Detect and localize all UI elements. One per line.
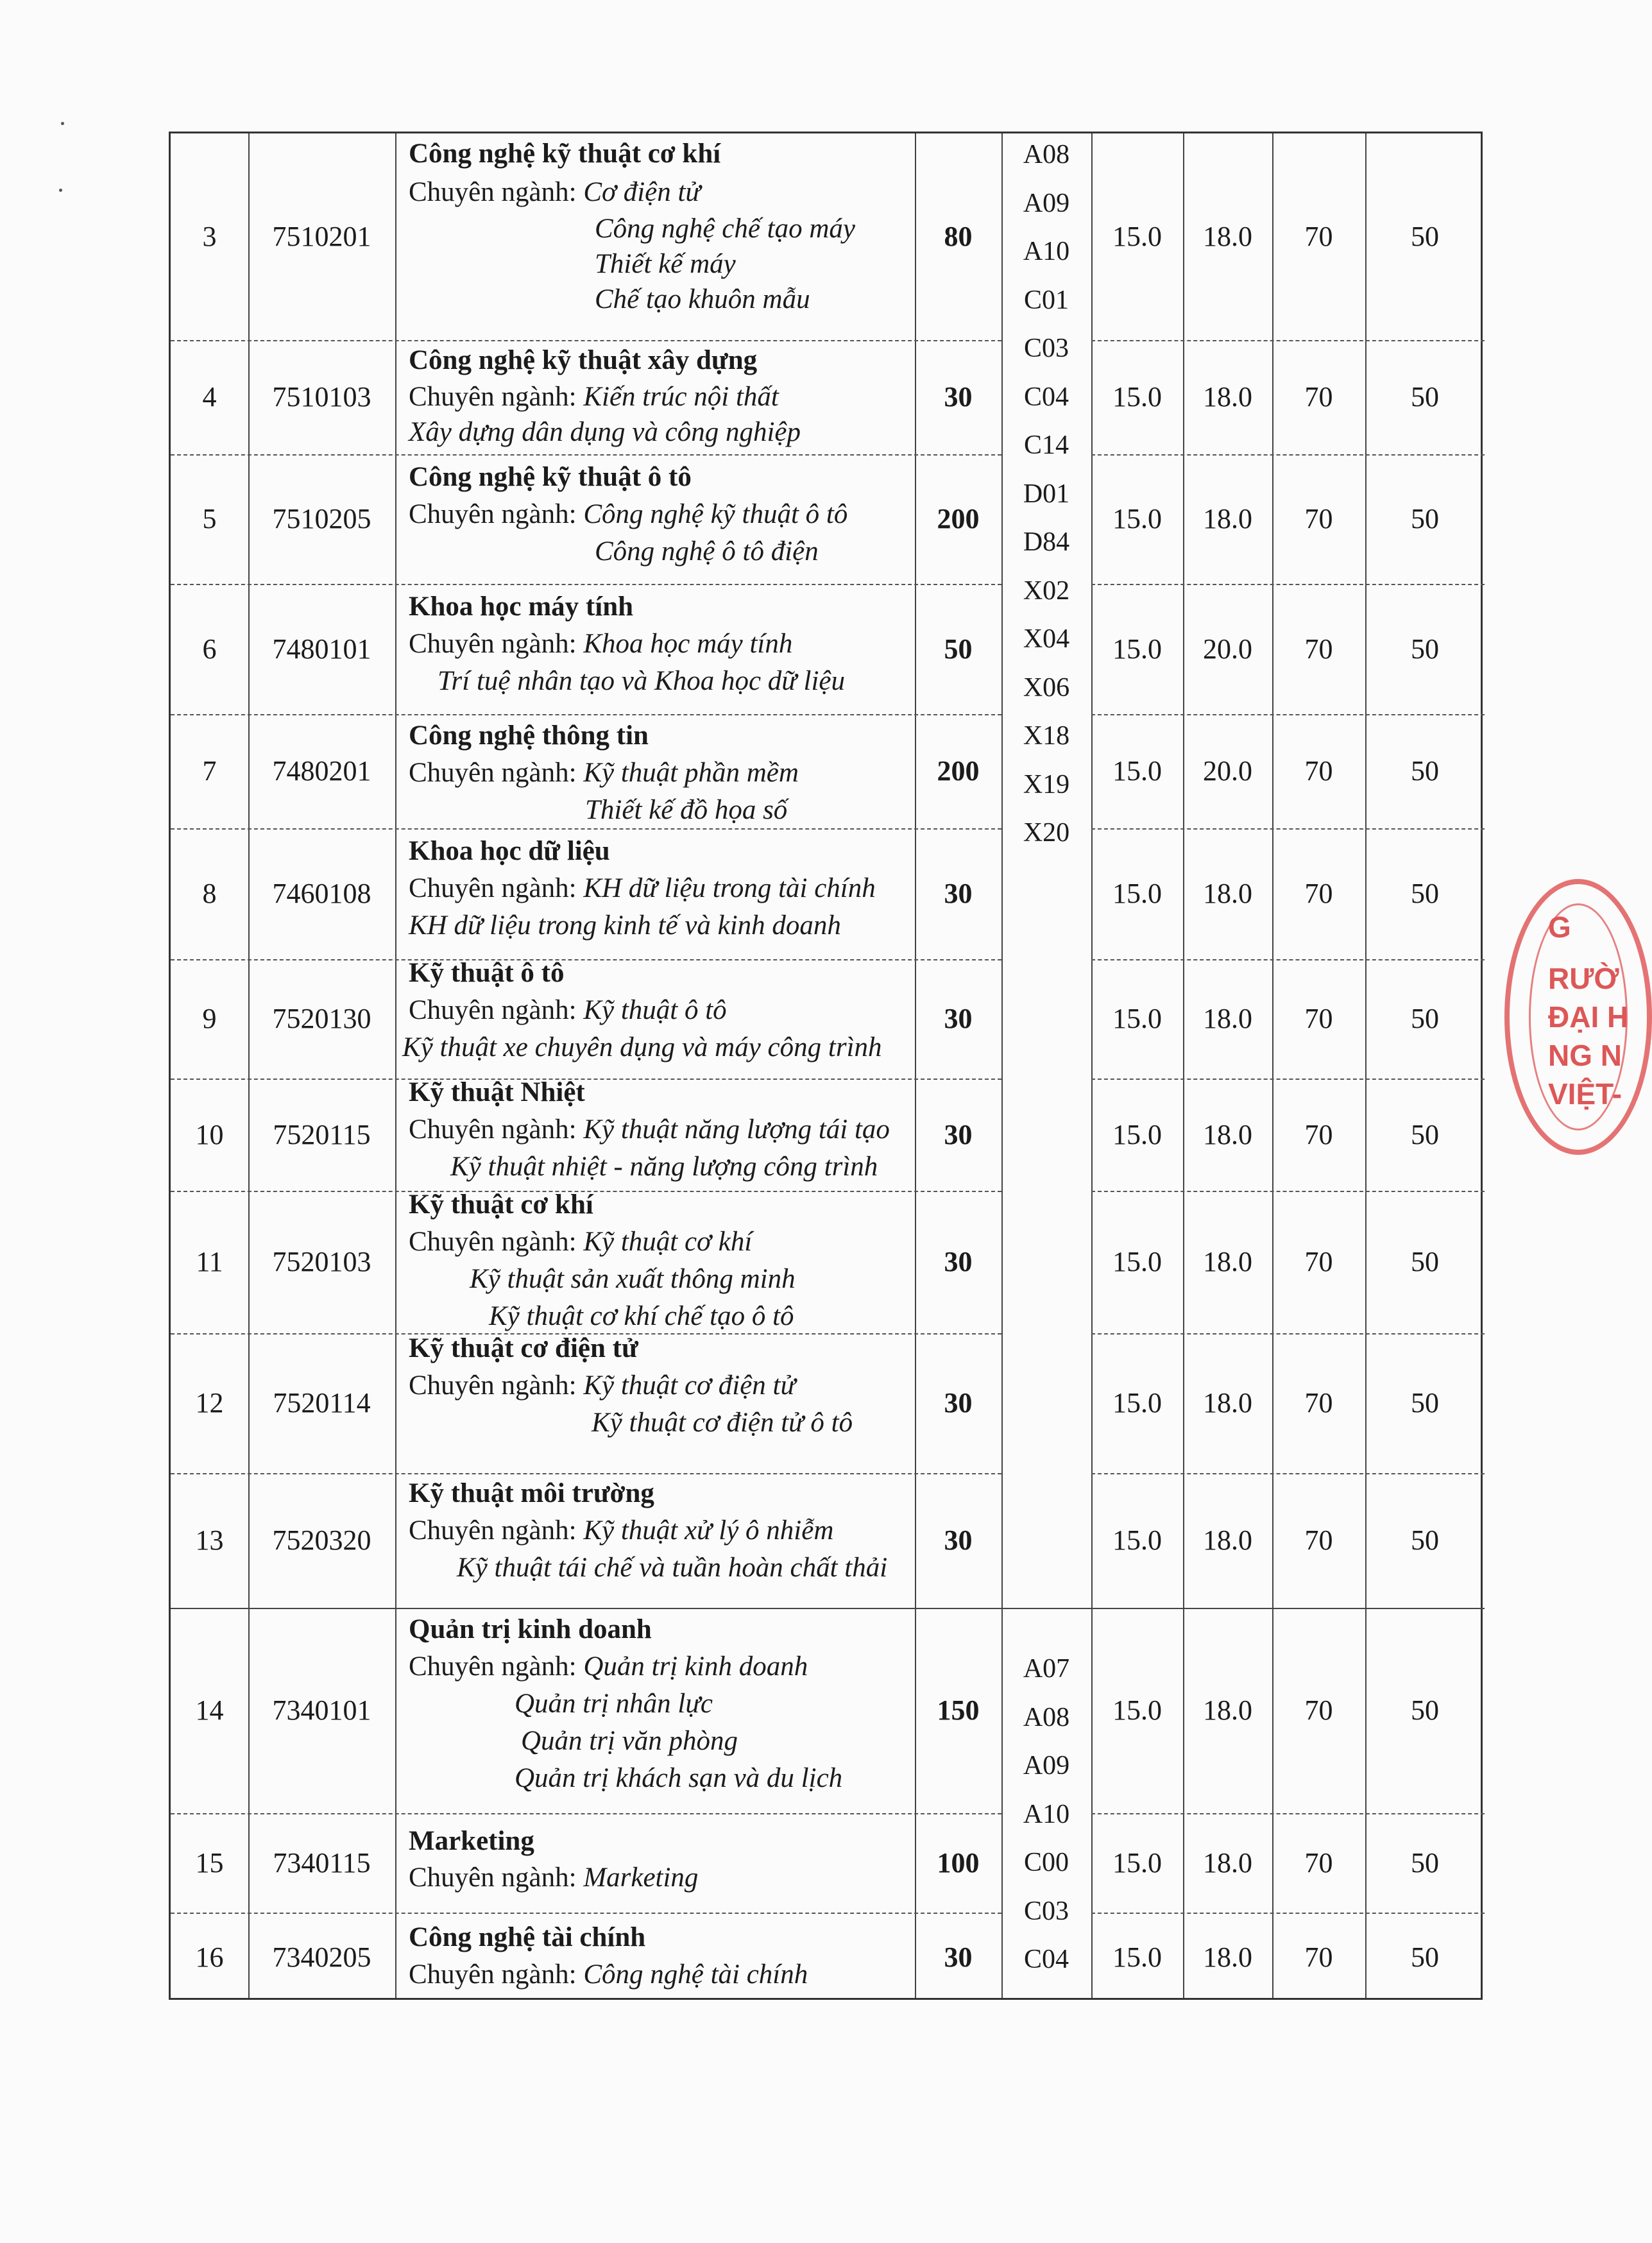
cell-min-c: 70 <box>1304 1941 1333 1973</box>
cell-quota: 30 <box>944 1387 973 1419</box>
specialization-name: Kỹ thuật năng lượng tái tạo <box>583 1114 890 1145</box>
cell-min-c: 70 <box>1304 1387 1333 1419</box>
cell-min-d: 50 <box>1411 1694 1439 1726</box>
specialization-line <box>409 630 792 658</box>
program-title: Kỹ thuật cơ điện tử <box>409 1333 638 1363</box>
program-title: Công nghệ thông tin <box>409 721 649 751</box>
specialization-name: Kiến trúc nội thất <box>583 382 779 412</box>
cell-min-c: 70 <box>1304 1246 1333 1277</box>
cell-code: 7520114 <box>273 1387 371 1419</box>
cell-min-b: 18.0 <box>1203 503 1252 534</box>
cell-code: 7510205 <box>272 503 371 534</box>
subject-combination-code: X19 <box>1023 769 1070 799</box>
cell-min-a: 15.0 <box>1112 1387 1162 1419</box>
cell-min-b: 18.0 <box>1203 878 1252 909</box>
specialization-line <box>409 1653 808 1680</box>
specialization-name: Kỹ thuật tái chế và tuần hoàn chất thải <box>457 1553 888 1583</box>
cell-stt: 15 <box>195 1846 224 1879</box>
specialization-name: Xây dựng dân dụng và công nghiệp <box>409 417 801 447</box>
specialization-line <box>409 1116 890 1143</box>
cell-min-d: 50 <box>1411 1118 1439 1150</box>
admission-table <box>169 132 1483 2000</box>
specialization-name: Công nghệ tài chính <box>583 1959 808 1990</box>
cell-program-name <box>396 1473 912 1608</box>
program-title: Kỹ thuật Nhiệt <box>409 1077 585 1107</box>
subject-combination-code: X20 <box>1023 818 1070 848</box>
cell-program-name <box>396 1608 912 1813</box>
cell-program-name <box>396 1333 912 1473</box>
subject-combination-code: A08 <box>1023 140 1070 169</box>
cell-code: 7340101 <box>272 1694 371 1726</box>
cell-quota: 200 <box>937 503 980 534</box>
cell-stt: 4 <box>202 381 217 413</box>
subject-combination-code: D84 <box>1023 527 1070 557</box>
red-seal-stamp <box>1504 879 1652 1155</box>
specialization-name: Marketing <box>583 1863 699 1893</box>
specialization-label: Chuyên ngành: <box>409 629 584 659</box>
cell-quota: 30 <box>944 1118 973 1150</box>
program-title: Kỹ thuật cơ khí <box>409 1190 593 1220</box>
specialization-label: Chuyên ngành: <box>409 499 584 529</box>
specialization-line <box>409 874 876 902</box>
specialization-label: Chuyên ngành: <box>409 177 584 207</box>
subject-combination-code: C01 <box>1023 285 1069 315</box>
cell-quota: 30 <box>944 878 973 909</box>
cell-min-c: 70 <box>1304 633 1333 665</box>
program-title: Công nghệ kỹ thuật ô tô <box>409 462 692 492</box>
specialization-name: Kỹ thuật cơ khí <box>583 1227 753 1257</box>
cell-program-name <box>396 1079 912 1191</box>
specialization-line <box>409 178 701 206</box>
cell-program-name <box>396 959 912 1079</box>
cell-stt: 8 <box>202 878 217 909</box>
subject-combination-code: A09 <box>1023 188 1070 218</box>
cell-stt: 16 <box>195 1941 224 1973</box>
cell-min-b: 18.0 <box>1203 221 1252 252</box>
specialization-name: Kỹ thuật sản xuất thông minh <box>470 1264 796 1294</box>
cell-min-d: 50 <box>1411 1846 1439 1879</box>
cell-min-c: 70 <box>1304 1003 1333 1034</box>
cell-stt: 10 <box>195 1118 224 1150</box>
subject-combination-code: X02 <box>1023 576 1070 606</box>
cell-code: 7340115 <box>273 1846 371 1879</box>
subject-combination-code: X18 <box>1023 721 1070 751</box>
specialization-label: Chuyên ngành: <box>409 1370 584 1401</box>
cell-min-c: 70 <box>1304 221 1333 252</box>
specialization-name: KH dữ liệu trong tài chính <box>583 873 876 903</box>
cell-quota: 30 <box>944 1941 973 1973</box>
specialization-name: Kỹ thuật phần mềm <box>583 758 799 788</box>
specialization-line <box>409 996 727 1024</box>
specialization-line <box>409 1864 698 1891</box>
cell-min-b: 18.0 <box>1203 1694 1252 1726</box>
cell-quota: 30 <box>944 381 973 413</box>
cell-min-d: 50 <box>1411 1246 1439 1277</box>
cell-code: 7480101 <box>272 633 371 665</box>
specialization-label: Chuyên ngành: <box>409 1227 584 1257</box>
program-title: Công nghệ kỹ thuật xây dựng <box>409 345 758 375</box>
cell-min-b: 18.0 <box>1203 1846 1252 1879</box>
cell-min-b: 20.0 <box>1203 633 1252 665</box>
cell-min-b: 18.0 <box>1203 381 1252 413</box>
specialization-name: Kỹ thuật cơ điện tử <box>583 1370 796 1401</box>
program-title: Marketing <box>409 1826 534 1856</box>
cell-min-a: 15.0 <box>1112 1003 1162 1034</box>
specialization-name: Kỹ thuật xử lý ô nhiễm <box>583 1515 834 1546</box>
cell-min-c: 70 <box>1304 1118 1333 1150</box>
specialization-name: Quản trị khách sạn và du lịch <box>515 1763 843 1793</box>
cell-stt: 9 <box>202 1003 217 1034</box>
specialization-line <box>409 1961 808 1988</box>
cell-min-b: 18.0 <box>1203 1941 1252 1973</box>
subject-combination-code: D01 <box>1023 479 1070 509</box>
cell-quota: 30 <box>944 1246 973 1277</box>
subject-combination-code: C04 <box>1023 382 1069 412</box>
cell-min-d: 50 <box>1411 221 1439 252</box>
scan-speck <box>61 122 64 125</box>
specialization-name: Kỹ thuật xe chuyên dụng và máy công trình <box>402 1032 882 1062</box>
cell-program-name <box>396 584 912 714</box>
subject-combination-code: A08 <box>1023 1702 1070 1732</box>
cell-min-d: 50 <box>1411 503 1439 534</box>
specialization-label: Chuyên ngành: <box>409 1515 584 1546</box>
program-title: Kỹ thuật môi trường <box>409 1478 654 1508</box>
specialization-line <box>409 759 799 787</box>
cell-min-b: 20.0 <box>1203 755 1252 787</box>
cell-min-c: 70 <box>1304 1846 1333 1879</box>
cell-code: 7510201 <box>272 221 371 252</box>
cell-code: 7340205 <box>272 1941 371 1973</box>
cell-program-name <box>396 1191 912 1333</box>
cell-stt: 12 <box>195 1387 224 1419</box>
subject-combination-code: C04 <box>1023 1945 1069 1974</box>
cell-min-a: 15.0 <box>1112 1694 1162 1726</box>
cell-program-name <box>396 714 912 828</box>
cell-min-c: 70 <box>1304 755 1333 787</box>
subject-combination-code: C03 <box>1023 334 1069 363</box>
specialization-name: Kỹ thuật ô tô <box>583 995 727 1025</box>
cell-stt: 6 <box>202 633 217 665</box>
cell-min-b: 18.0 <box>1203 1387 1252 1419</box>
specialization-name: Chế tạo khuôn mẫu <box>595 284 810 314</box>
subject-combination-code: A09 <box>1023 1751 1070 1780</box>
specialization-name: Kỹ thuật cơ điện tử ô tô <box>592 1408 853 1438</box>
cell-program-name <box>396 1813 912 1913</box>
cell-quota: 100 <box>937 1846 980 1879</box>
specialization-label: Chuyên ngành: <box>409 995 584 1025</box>
cell-min-a: 15.0 <box>1112 1941 1162 1973</box>
program-title: Kỹ thuật ô tô <box>409 958 565 988</box>
cell-min-c: 70 <box>1304 503 1333 534</box>
cell-quota: 200 <box>937 755 980 787</box>
cell-min-a: 15.0 <box>1112 1524 1162 1556</box>
program-title: Khoa học máy tính <box>409 592 634 622</box>
stamp-text: VIỆT- <box>1548 1077 1622 1111</box>
program-title: Quản trị kinh doanh <box>409 1614 652 1644</box>
subject-combination-code: C14 <box>1023 431 1069 460</box>
cell-min-d: 50 <box>1411 755 1439 787</box>
cell-min-a: 15.0 <box>1112 633 1162 665</box>
specialization-name: Công nghệ kỹ thuật ô tô <box>583 499 848 529</box>
cell-stt: 5 <box>202 503 217 534</box>
subject-combination-code: A07 <box>1023 1654 1070 1684</box>
cell-code: 7520103 <box>272 1246 371 1277</box>
specialization-line <box>409 1228 752 1256</box>
cell-min-a: 15.0 <box>1112 1118 1162 1150</box>
cell-stt: 3 <box>202 221 217 252</box>
cell-stt: 7 <box>202 755 217 787</box>
specialization-name: Cơ điện tử <box>583 177 701 207</box>
cell-min-a: 15.0 <box>1112 755 1162 787</box>
cell-min-b: 18.0 <box>1203 1003 1252 1034</box>
specialization-name: KH dữ liệu trong kinh tế và kinh doanh <box>409 910 841 941</box>
cell-code: 7510103 <box>272 381 371 413</box>
cell-code: 7520115 <box>273 1118 371 1150</box>
specialization-label: Chuyên ngành: <box>409 1114 584 1145</box>
cell-min-d: 50 <box>1411 1524 1439 1556</box>
specialization-label: Chuyên ngành: <box>409 758 584 788</box>
cell-min-a: 15.0 <box>1112 381 1162 413</box>
cell-code: 7520130 <box>272 1003 371 1034</box>
specialization-label: Chuyên ngành: <box>409 1959 584 1990</box>
cell-program-name <box>396 828 912 959</box>
cell-min-c: 70 <box>1304 381 1333 413</box>
specialization-line <box>409 383 779 411</box>
stamp-text: RƯỜ <box>1548 962 1619 995</box>
cell-min-b: 18.0 <box>1203 1246 1252 1277</box>
specialization-line <box>409 1517 833 1544</box>
subject-combination-code: X06 <box>1023 672 1070 703</box>
cell-program-name <box>396 454 912 584</box>
stamp-text: ĐẠI H <box>1548 1000 1629 1034</box>
program-title: Khoa học dữ liệu <box>409 836 610 866</box>
cell-min-a: 15.0 <box>1112 878 1162 909</box>
cell-min-d: 50 <box>1411 1387 1439 1419</box>
specialization-label: Chuyên ngành: <box>409 1863 584 1893</box>
subject-combination-code: X04 <box>1023 624 1070 654</box>
cell-code: 7460108 <box>272 878 371 909</box>
cell-stt: 11 <box>196 1246 223 1277</box>
specialization-name: Quản trị văn phòng <box>521 1726 738 1756</box>
cell-min-d: 50 <box>1411 1941 1439 1973</box>
cell-min-b: 18.0 <box>1203 1118 1252 1150</box>
cell-min-d: 50 <box>1411 878 1439 909</box>
cell-quota: 30 <box>944 1524 973 1556</box>
cell-program-name <box>396 133 912 340</box>
cell-code: 7480201 <box>272 755 371 787</box>
specialization-name: Công nghệ chế tạo máy <box>595 214 856 244</box>
cell-min-a: 15.0 <box>1112 221 1162 252</box>
cell-min-c: 70 <box>1304 878 1333 909</box>
subject-combination-code: A10 <box>1023 1799 1070 1829</box>
cell-stt: 14 <box>195 1694 224 1726</box>
specialization-label: Chuyên ngành: <box>409 873 584 903</box>
cell-min-b: 18.0 <box>1203 1524 1252 1556</box>
stamp-text: G <box>1548 910 1571 944</box>
specialization-name: Công nghệ ô tô điện <box>595 536 819 567</box>
cell-min-d: 50 <box>1411 633 1439 665</box>
specialization-name: Thiết kế đồ họa số <box>585 795 788 825</box>
cell-min-a: 15.0 <box>1112 503 1162 534</box>
specialization-line <box>409 1372 796 1399</box>
subject-combination-code: A10 <box>1023 237 1070 266</box>
specialization-name: Trí tuệ nhân tạo và Khoa học dữ liệu <box>438 666 845 696</box>
cell-quota: 80 <box>944 221 973 252</box>
specialization-name: Thiết kế máy <box>595 249 736 279</box>
subject-combination-code: C03 <box>1023 1896 1069 1926</box>
scan-speck <box>59 189 62 192</box>
specialization-name: Kỹ thuật cơ khí chế tạo ô tô <box>489 1301 794 1331</box>
specialization-name: Quản trị kinh doanh <box>583 1651 808 1682</box>
cell-stt: 13 <box>195 1524 224 1556</box>
subject-combination-code: C00 <box>1023 1848 1069 1877</box>
cell-quota: 50 <box>944 633 973 665</box>
specialization-label: Chuyên ngành: <box>409 1651 584 1682</box>
program-title: Công nghệ kỹ thuật cơ khí <box>409 139 721 169</box>
cell-quota: 150 <box>937 1694 980 1726</box>
cell-quota: 30 <box>944 1003 973 1034</box>
specialization-name: Quản trị nhân lực <box>515 1689 713 1719</box>
cell-min-d: 50 <box>1411 1003 1439 1034</box>
cell-min-a: 15.0 <box>1112 1846 1162 1879</box>
cell-min-d: 50 <box>1411 381 1439 413</box>
specialization-name: Kỹ thuật nhiệt - năng lượng công trình <box>450 1152 878 1182</box>
specialization-label: Chuyên ngành: <box>409 382 584 412</box>
specialization-name: Khoa học máy tính <box>583 629 793 659</box>
cell-program-name <box>396 340 912 454</box>
cell-min-c: 70 <box>1304 1694 1333 1726</box>
cell-min-c: 70 <box>1304 1524 1333 1556</box>
stamp-text: NG N <box>1548 1039 1622 1072</box>
cell-code: 7520320 <box>272 1524 371 1556</box>
specialization-line <box>409 500 847 528</box>
cell-program-name <box>396 1913 912 2002</box>
program-title: Công nghệ tài chính <box>409 1922 646 1952</box>
cell-min-a: 15.0 <box>1112 1246 1162 1277</box>
